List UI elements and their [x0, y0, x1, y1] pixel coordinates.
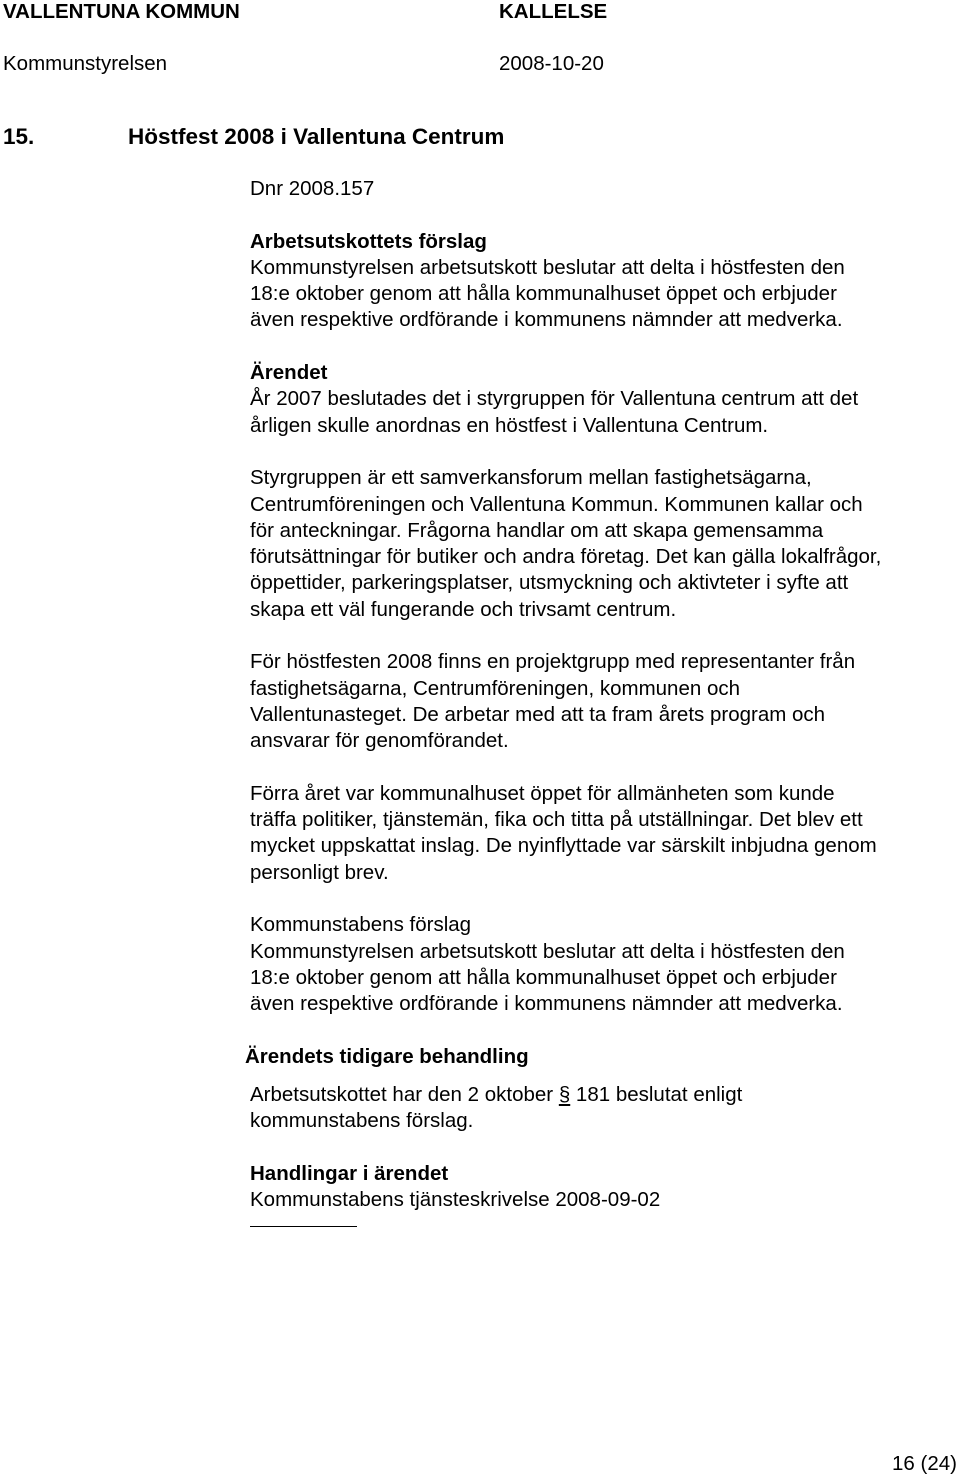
registration-number: Dnr 2008.157	[250, 177, 375, 200]
au-proposal-line: även respektive ordförande i kommunens nämnder att medverka.	[250, 308, 843, 332]
organization-name: VALLENTUNA KOMMUN	[3, 0, 240, 23]
case-paragraph-line: årligen skulle anordnas en höstfest i Vallentuna Centrum.	[250, 413, 769, 437]
page-number: 16 (24)	[892, 1452, 957, 1475]
staff-proposal-line: 18:e oktober genom att hålla kommunalhuset öppet och erbjuder	[250, 965, 837, 989]
case-paragraph-line: Centrumföreningen och Vallentuna Kommun. Kommunen kallar och	[250, 492, 863, 516]
history-line	[250, 1082, 950, 1108]
history-text-start: Arbetsutskottet har den 2 oktober	[250, 1083, 559, 1107]
document-type: KALLELSE	[499, 0, 608, 23]
staff-proposal-line: även respektive ordförande i kommunens nämnder att medverka.	[250, 992, 843, 1016]
case-paragraph-line: År 2007 beslutades det i styrgruppen för Vallentuna centrum att det	[250, 387, 859, 411]
history-heading: Ärendets tidigare behandling	[245, 1044, 529, 1068]
history-line: kommunstabens förslag.	[250, 1109, 474, 1133]
agenda-item-number: 15.	[3, 124, 35, 149]
agenda-item-heading	[3, 124, 504, 150]
au-proposal-line: Kommunstyrelsen arbetsutskott beslutar att delta i höstfesten den	[250, 255, 845, 279]
case-heading: Ärendet	[250, 361, 328, 385]
case-paragraph-line: förutsättningar för butiker och andra företag. Det kan gälla lokalfrågor,	[250, 545, 882, 569]
case-paragraph-line: Vallentunasteget. De arbetar med att ta fram årets program och	[250, 702, 826, 726]
case-paragraph-line: för anteckningar. Frågorna handlar om att skapa gemensamma	[250, 518, 824, 542]
meeting-date: 2008-10-20	[499, 52, 604, 75]
case-paragraph-line: mycket uppskattat inslag. De nyinflyttade var särskilt inbjudna genom	[250, 834, 877, 858]
case-paragraph-line: träffa politiker, tjänstemän, fika och titta på utställningar. Det blev ett	[250, 808, 863, 832]
end-rule	[250, 1226, 357, 1227]
case-paragraph-line: ansvarar för genomförandet.	[250, 729, 509, 753]
paragraph-mark: §	[558, 1083, 571, 1107]
committee-name: Kommunstyrelsen	[3, 52, 168, 75]
item-content	[245, 176, 950, 1227]
au-proposal-heading: Arbetsutskottets förslag	[250, 229, 487, 253]
au-proposal-line: 18:e oktober genom att hålla kommunalhuset öppet och erbjuder	[250, 282, 837, 306]
case-paragraph-line: För höstfesten 2008 finns en projektgrupp med representanter från	[250, 650, 856, 674]
staff-proposal-line: Kommunstyrelsen arbetsutskott beslutar att delta i höstfesten den	[250, 939, 845, 963]
case-paragraph-line: Styrgruppen är ett samverkansforum mellan fastighetsägarna,	[250, 466, 812, 490]
documents-heading: Handlingar i ärendet	[250, 1161, 449, 1185]
case-paragraph-line: öppettider, parkeringsplatser, utsmyckning och aktivteter i syfte att	[250, 571, 849, 595]
history-text-end: 181 beslutat enligt	[570, 1083, 743, 1107]
staff-proposal-heading: Kommunstabens förslag	[250, 913, 472, 937]
agenda-item-title: Höstfest 2008 i Vallentuna Centrum	[128, 124, 505, 149]
case-paragraph-line: skapa ett väl fungerande och trivsamt centrum.	[250, 597, 677, 621]
case-paragraph-line: fastighetsägarna, Centrumföreningen, kommunen och	[250, 676, 741, 700]
case-paragraph-line: personligt brev.	[250, 860, 389, 884]
documents-line: Kommunstabens tjänsteskrivelse 2008-09-02	[250, 1188, 661, 1212]
case-paragraph-line: Förra året var kommunalhuset öppet för allmänheten som kunde	[250, 781, 835, 805]
